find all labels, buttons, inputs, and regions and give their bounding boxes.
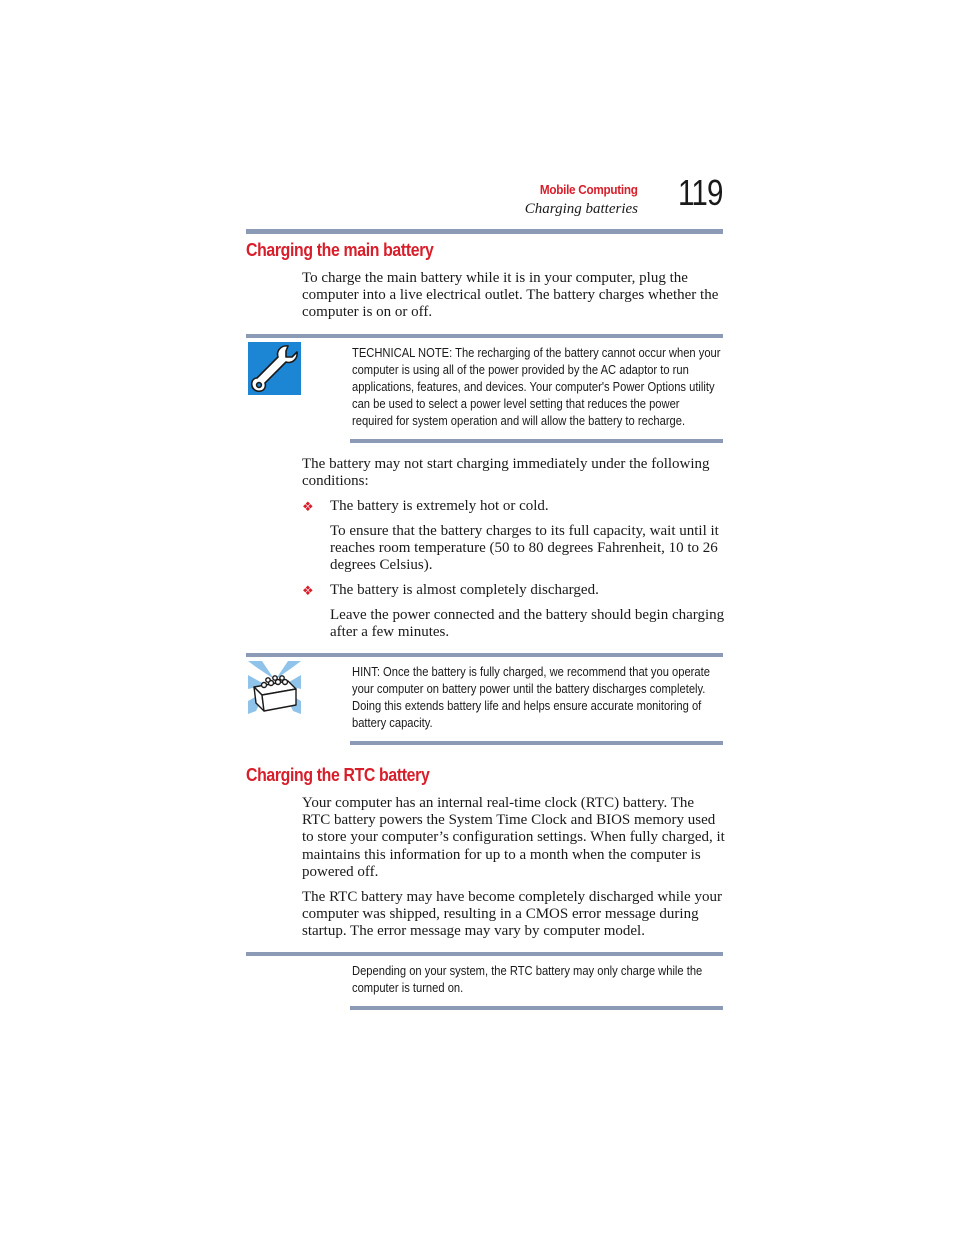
bullet-detail: Leave the power connected and the battery should begin charging after a few minutes.: [330, 607, 725, 641]
tech-note-bottom-rule: [350, 439, 723, 443]
hint-bottom-rule: [350, 741, 723, 745]
heading-main-battery: Charging the main battery: [246, 240, 434, 260]
rtc-para-1: Your computer has an internal real-time clock (RTC) battery. The RTC battery powers the System Time Clock and BIOS memory used to store your computer’s configuration settings. When fully charged, it maintains this information for up to a month when the computer is powered off.: [302, 795, 725, 880]
wrench-icon: [248, 342, 301, 395]
treasure-chest-icon: [248, 661, 301, 714]
main-battery-intro: To charge the main battery while it is in your computer, plug the computer into a live electrical outlet. The battery charges whether the computer is on or off.: [302, 270, 719, 321]
rtc-note-text: Depending on your system, the RTC battery may only charge while the computer is turned on.: [352, 963, 703, 995]
hint-top-rule: [246, 653, 723, 657]
tech-note-top-rule: [246, 334, 723, 338]
hint-text: HINT: Once the battery is fully charged, we recommend that you operate your computer on battery power until the battery discharges completely. Doing this extends battery life and helps ensure accurate monitoring of battery capacity.: [352, 664, 710, 730]
rtc-note-bottom-rule: [350, 1006, 723, 1010]
heading-rtc-battery: Charging the RTC battery: [246, 765, 430, 785]
header-rule: [246, 229, 723, 234]
diamond-bullet-icon: ❖: [302, 583, 314, 598]
running-header-subsection: Charging batteries: [524, 201, 638, 217]
rtc-note-top-rule: [246, 952, 723, 956]
running-header-section: Mobile Computing: [540, 182, 638, 197]
bullet-text: The battery is extremely hot or cold.: [330, 498, 549, 514]
rtc-para-2: The RTC battery may have become completely discharged while your computer was shipped, resulting in a CMOS error message during startup. The error message may vary by computer model.: [302, 889, 722, 940]
bullet-text: The battery is almost completely discharged.: [330, 582, 599, 598]
tech-note-text: TECHNICAL NOTE: The recharging of the battery cannot occur when your computer is using all of the power provided by the AC adaptor to run applications, features, and devices. Your computer's Power Options utility can be used to select a power level setting that reduces the power required for system operation and will allow the battery to recharge.: [352, 345, 721, 428]
bullet-detail: To ensure that the battery charges to its full capacity, wait until it reaches room temperature (50 to 80 degrees Fahrenheit, 10 to 26 degrees Celsius).: [330, 523, 719, 574]
list-item: [302, 498, 726, 516]
page-number: 119: [678, 172, 723, 213]
diamond-bullet-icon: ❖: [302, 499, 314, 514]
list-item: [302, 582, 726, 600]
conditions-intro: The battery may not start charging immediately under the following conditions:: [302, 456, 710, 490]
